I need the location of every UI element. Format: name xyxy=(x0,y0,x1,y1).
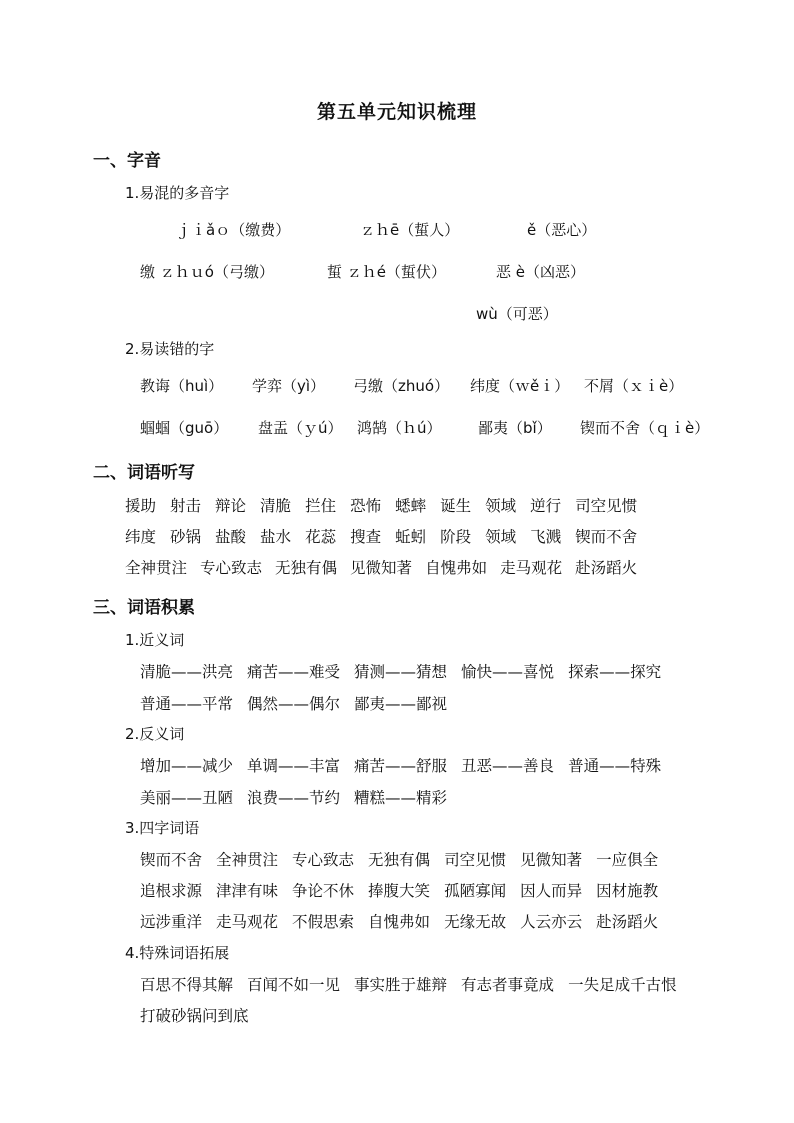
section-heading-vocabulary: 三、词语积累 xyxy=(93,598,195,618)
four-char-word: 走马观花 xyxy=(216,913,279,931)
misread-item: 纬度（ｗěｉ） xyxy=(470,377,570,395)
subheading-polyphonic: 1.易混的多音字 xyxy=(125,184,230,202)
dictation-row-1 xyxy=(125,494,651,516)
dictation-word: 见微知著 xyxy=(350,559,413,577)
misread-item: 鸿鹄（ｈú） xyxy=(357,419,442,437)
dictation-word: 盐水 xyxy=(260,528,292,546)
synonym-pair: 猜测——猜想 xyxy=(354,663,448,681)
dictation-word: 纬度 xyxy=(125,528,157,546)
synonym-pair: 偶然——偶尔 xyxy=(247,695,341,713)
dictation-word: 蟋蟀 xyxy=(395,497,427,515)
dictation-word: 走马观花 xyxy=(500,559,563,577)
poly-item: ě（恶心） xyxy=(527,221,597,239)
subheading-four-char: 3.四字词语 xyxy=(125,819,200,837)
dictation-word: 盐酸 xyxy=(215,528,247,546)
misread-item: 鄙夷（bǐ） xyxy=(478,419,552,437)
four-char-word: 不假思索 xyxy=(292,913,355,931)
dictation-word: 赴汤蹈火 xyxy=(575,559,638,577)
synonym-pair: 愉快——喜悦 xyxy=(461,663,555,681)
synonym-pair: 探索——探究 xyxy=(568,663,662,681)
subheading-special: 4.特殊词语拓展 xyxy=(125,944,230,962)
section-heading-pronunciation: 一、字音 xyxy=(93,151,161,171)
dictation-word: 全神贯注 xyxy=(125,559,188,577)
dictation-word: 援助 xyxy=(125,497,157,515)
dictation-word: 辩论 xyxy=(215,497,247,515)
four-char-word: 无独有偶 xyxy=(368,851,431,869)
subheading-synonyms: 1.近义词 xyxy=(125,631,185,649)
dictation-word: 射击 xyxy=(170,497,202,515)
dictation-word: 阶段 xyxy=(440,528,472,546)
dictation-word: 恐怖 xyxy=(350,497,382,515)
dictation-word: 搜查 xyxy=(350,528,382,546)
misread-item: 盘盂（ｙú） xyxy=(258,419,343,437)
antonym-pair: 增加——减少 xyxy=(140,757,234,775)
four-char-word: 争论不休 xyxy=(292,882,355,900)
four-char-word: 锲而不舍 xyxy=(140,851,203,869)
four-char-word: 一应俱全 xyxy=(596,851,659,869)
misread-item: 弓缴（zhuó） xyxy=(353,377,450,395)
synonym-row-2 xyxy=(140,692,461,714)
subheading-misread: 2.易读错的字 xyxy=(125,340,215,358)
synonym-pair: 清脆——洪亮 xyxy=(140,663,234,681)
four-char-word: 孤陋寡闻 xyxy=(444,882,507,900)
special-phrase: 有志者事竟成 xyxy=(461,976,555,994)
special-phrase: 打破砂锅问到底 xyxy=(140,1007,249,1025)
dictation-word: 砂锅 xyxy=(170,528,202,546)
special-row-1 xyxy=(140,973,691,995)
synonym-row-1 xyxy=(140,660,675,682)
antonym-pair: 单调——丰富 xyxy=(247,757,341,775)
dictation-word: 飞溅 xyxy=(530,528,562,546)
dictation-word: 无独有偶 xyxy=(275,559,338,577)
dictation-word: 逆行 xyxy=(530,497,562,515)
four-char-word: 捧腹大笑 xyxy=(368,882,431,900)
antonym-pair: 浪费——节约 xyxy=(247,789,341,807)
misread-item: 学弈（yì） xyxy=(252,377,326,395)
four-char-word: 司空见惯 xyxy=(444,851,507,869)
dictation-word: 司空见惯 xyxy=(575,497,638,515)
subheading-antonyms: 2.反义词 xyxy=(125,725,185,743)
four-char-word: 因材施教 xyxy=(596,882,659,900)
antonym-pair: 美丽——丑陋 xyxy=(140,789,234,807)
special-phrase: 事实胜于雄辩 xyxy=(354,976,448,994)
poly-item: 缴 ｚｈｕó（弓缴） xyxy=(140,263,274,281)
four-char-row-2 xyxy=(140,879,672,901)
four-char-word: 全神贯注 xyxy=(216,851,279,869)
dictation-word: 拦住 xyxy=(305,497,337,515)
dictation-word: 诞生 xyxy=(440,497,472,515)
four-char-word: 因人而异 xyxy=(520,882,583,900)
special-phrase: 百闻不如一见 xyxy=(247,976,341,994)
poly-item: wù（可恶） xyxy=(476,305,558,323)
four-char-word: 人云亦云 xyxy=(520,913,583,931)
dictation-row-2 xyxy=(125,525,651,547)
dictation-word: 花蕊 xyxy=(305,528,337,546)
misread-item: 锲而不舍（ｑｉè） xyxy=(580,419,710,437)
dictation-row-3 xyxy=(125,556,650,578)
antonym-row-1 xyxy=(140,754,675,776)
misread-item: 蝈蝈（guō） xyxy=(140,419,229,437)
antonym-pair: 痛苦——舒服 xyxy=(354,757,448,775)
dictation-word: 领域 xyxy=(485,528,517,546)
synonym-pair: 痛苦——难受 xyxy=(247,663,341,681)
page-title: 第五单元知识梳理 xyxy=(316,101,477,123)
dictation-word: 蚯蚓 xyxy=(395,528,427,546)
four-char-word: 专心致志 xyxy=(292,851,355,869)
section-heading-dictation: 二、词语听写 xyxy=(93,463,195,483)
poly-item: ｚｈē（蜇人） xyxy=(360,221,460,239)
special-phrase: 百思不得其解 xyxy=(140,976,234,994)
antonym-row-2 xyxy=(140,786,461,808)
dictation-word: 专心致志 xyxy=(200,559,263,577)
four-char-word: 追根求源 xyxy=(140,882,203,900)
dictation-word: 自愧弗如 xyxy=(425,559,488,577)
four-char-word: 见微知著 xyxy=(520,851,583,869)
special-phrase: 一失足成千古恨 xyxy=(568,976,677,994)
four-char-word: 津津有味 xyxy=(216,882,279,900)
special-row-2 xyxy=(140,1004,263,1026)
four-char-word: 自愧弗如 xyxy=(368,913,431,931)
poly-item: 恶 è（凶恶） xyxy=(496,263,585,281)
poly-item: 蜇 ｚｈé（蜇伏） xyxy=(327,263,446,281)
antonym-pair: 糟糕——精彩 xyxy=(354,789,448,807)
dictation-word: 清脆 xyxy=(260,497,292,515)
four-char-word: 无缘无故 xyxy=(444,913,507,931)
antonym-pair: 丑恶——善良 xyxy=(461,757,555,775)
misread-item: 不屑（ｘｉè） xyxy=(584,377,684,395)
dictation-word: 领域 xyxy=(485,497,517,515)
four-char-word: 赴汤蹈火 xyxy=(596,913,659,931)
four-char-word: 远涉重洋 xyxy=(140,913,203,931)
four-char-row-3 xyxy=(140,910,672,932)
four-char-row-1 xyxy=(140,848,672,870)
synonym-pair: 鄙夷——鄙视 xyxy=(354,695,448,713)
dictation-word: 锲而不舍 xyxy=(575,528,638,546)
antonym-pair: 普通——特殊 xyxy=(568,757,662,775)
misread-item: 教诲（huì） xyxy=(140,377,224,395)
synonym-pair: 普通——平常 xyxy=(140,695,234,713)
poly-item: ｊｉǎｏ（缴费） xyxy=(176,221,291,239)
